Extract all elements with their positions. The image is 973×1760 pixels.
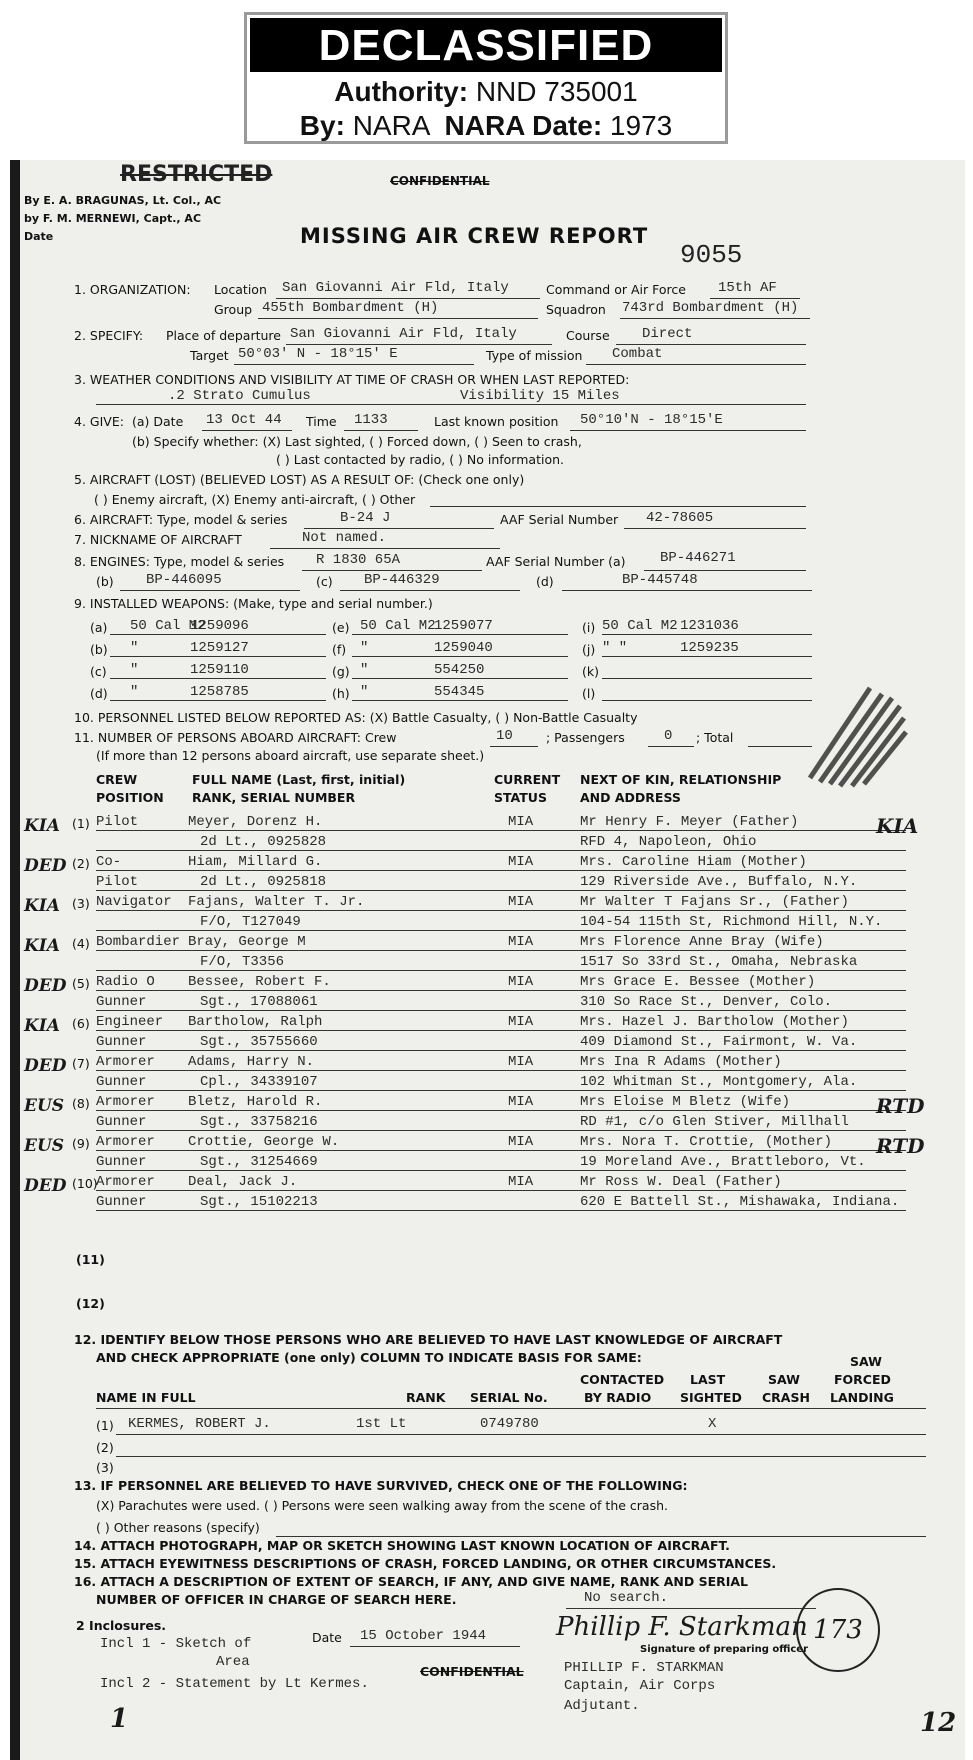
group-value: 455th Bombardment (H) [262,300,439,316]
status-col-header: STATUS [494,790,547,805]
crew-name: Hiam, Millard G. [188,854,323,870]
crew-position: Pilot [96,814,139,830]
stamp-title: DECLASSIFIED [250,18,722,72]
aircraft-serial: 42-78605 [646,510,714,526]
departure-label: Place of departure [166,328,281,343]
next-of-kin: Mrs Florence Anne Bray (Wife) [580,934,824,950]
weapon-serial: 554345 [434,684,485,700]
crew-number: (7) [72,1056,90,1071]
by-line-1: By E. A. BRAGUNAS, Lt. Col., AC [24,194,222,207]
name-col-header: FULL NAME (Last, first, initial) [192,772,406,787]
next-of-kin: Mrs Eloise M Bletz (Wife) [580,1094,791,1110]
by-radio-header: BY RADIO [584,1390,652,1405]
s2-label: 2. SPECIFY: [74,328,144,343]
crew-number: (5) [72,976,90,991]
status-annotation: EUS [24,1096,65,1116]
kin-address: 620 E Battell St., Mishawaka, Indiana. [580,1194,900,1210]
crew-name: Adams, Harry N. [188,1054,315,1070]
weapon-letter: (f) [332,642,347,657]
crew-position: Armorer [96,1174,155,1190]
officer-title: Adjutant. [564,1698,640,1714]
crew-status: MIA [508,1054,534,1070]
next-of-kin: Mrs. Hazel J. Bartholow (Mother) [580,1014,849,1030]
aircraft-serial-label: AAF Serial Number [500,512,619,527]
weapon-letter: (a) [90,620,108,635]
weapon-type: 50 Cal M2 [360,618,436,634]
weapon-letter: (d) [90,686,108,701]
status-annotation: KIA [24,1016,60,1036]
engine-serial-label: AAF Serial Number (a) [486,554,626,569]
next-of-kin: Mrs. Nora T. Crottie, (Mother) [580,1134,833,1150]
total-label: ; Total [696,730,734,745]
crew-position: Engineer [96,1014,164,1030]
status-annotation: DED [24,976,67,996]
s9-label: 9. INSTALLED WEAPONS: (Make, type and serial number.) [74,596,433,611]
weapon-serial: 1231036 [680,618,739,634]
target-label: Target [190,348,229,363]
s6-label: 6. AIRCRAFT: Type, model & series [74,512,288,527]
crew-rank: 2d Lt., 0925818 [200,874,327,890]
crew-position: Armorer [96,1134,155,1150]
command-label: Command or Air Force [546,282,686,297]
kin-address: 310 So Race St., Denver, Colo. [580,994,833,1010]
crew-rank: F/O, T3356 [200,954,285,970]
crew-name: Bessee, Robert F. [188,974,331,990]
crew-number: (8) [72,1096,90,1111]
crew-rank: Sgt., 15102213 [200,1194,318,1210]
crew-number: (3) [72,896,90,911]
s16-label: 16. ATTACH A DESCRIPTION OF EXTENT OF SEARCH, IF ANY, AND GIVE NAME, RANK AND SERIAL [74,1574,749,1589]
weapon-type: " [360,662,369,678]
next-of-kin: Mr Henry F. Meyer (Father) [580,814,799,830]
squadron-value: 743rd Bombardment (H) [622,300,799,316]
crew-name: Bray, George M [188,934,306,950]
s14-label: 14. ATTACH PHOTOGRAPH, MAP OR SKETCH SHOWING LAST KNOWN LOCATION OF AIRCRAFT. [74,1538,730,1553]
crew-name: Deal, Jack J. [188,1174,298,1190]
mission-label: Type of mission [486,348,583,363]
crew-status: MIA [508,854,534,870]
weapon-letter: (k) [582,664,599,679]
position-value: 50°10'N - 18°15'E [580,412,723,428]
saw-header: SAW [768,1372,800,1387]
crew-position-2: Gunner [96,1154,147,1170]
weapon-letter: (i) [582,620,596,635]
passengers-count: 0 [664,728,673,744]
witness-row-1: (1) [96,1418,114,1433]
report-date: 15 October 1944 [360,1628,487,1644]
weapon-letter: (c) [90,664,107,679]
weapon-letter: (b) [90,642,108,657]
next-of-kin: Mr Ross W. Deal (Father) [580,1174,782,1190]
date-label-top: Date [24,230,54,243]
crew-name: Bletz, Harold R. [188,1094,323,1110]
crew-position-2: Gunner [96,1074,147,1090]
aircraft-type: B-24 J [340,510,391,526]
position-label: Last known position [434,414,559,429]
s4-label: 4. GIVE: [74,414,124,429]
witness-rank-header: RANK [406,1390,446,1405]
kin-address: 104-54 115th St, Richmond Hill, N.Y. [580,914,883,930]
squadron-label: Squadron [546,302,606,317]
crew-status: MIA [508,1134,534,1150]
crew-position-2: Gunner [96,1194,147,1210]
visibility-value: Visibility 15 Miles [460,388,620,404]
forced-header: FORCED [834,1372,891,1387]
weapon-serial: 1259040 [434,640,493,656]
crew-number: (9) [72,1136,90,1151]
crew-position-2: Gunner [96,1114,147,1130]
crew-position: Co- [96,854,122,870]
ink-smudge [800,678,910,788]
crew-status: MIA [508,1174,534,1190]
engine-d-label: (d) [536,574,554,589]
engine-b-label: (b) [96,574,114,589]
margin-annotation: RTD [876,1134,925,1158]
circle-annotation: 173 [796,1588,880,1672]
inclosure-2: Incl 2 - Statement by Lt Kermes. [100,1676,369,1692]
status-annotation: DED [24,856,67,876]
crew-number: (10) [72,1176,98,1191]
crew-number: (6) [72,1016,90,1031]
command-value: 15th AF [718,280,777,296]
weapon-type: 50 Cal M2 [130,618,206,634]
report-document [10,160,965,1760]
crew-rank: Cpl., 34339107 [200,1074,318,1090]
kin-address: 1517 So 33rd St., Omaha, Nebraska [580,954,858,970]
witness-row-2: (2) [96,1440,114,1455]
crew-position: Armorer [96,1094,155,1110]
status-annotation: KIA [24,816,60,836]
crew-position: Armorer [96,1054,155,1070]
next-of-kin: Mrs Ina R Adams (Mother) [580,1054,782,1070]
location-value: San Giovanni Air Fld, Italy [282,280,509,296]
crew-rank: F/O, T127049 [200,914,301,930]
crew-rank: Sgt., 31254669 [200,1154,318,1170]
crew-position: Bombardier [96,934,181,950]
s3-label: 3. WEATHER CONDITIONS AND VISIBILITY AT TIME OF CRASH OR WHEN LAST REPORTED: [74,372,630,387]
report-number: 9055 [680,240,743,270]
mission-value: Combat [612,346,663,362]
crew-status: MIA [508,1094,534,1110]
current-col-header: CURRENT [494,772,561,787]
weapon-serial: 1259235 [680,640,739,656]
weather-value: .2 Strato Cumulus [168,388,311,404]
corner-mark: 1 [110,1704,129,1734]
status-annotation: KIA [24,896,60,916]
by-line-2: by F. M. MERNEWI, Capt., AC [24,212,202,225]
s5-options: ( ) Enemy aircraft, (X) Enemy anti-aircraft, ( ) Other [94,492,416,507]
engine-d: BP-445748 [622,572,698,588]
status-annotation: KIA [24,936,60,956]
crew-status: MIA [508,1014,534,1030]
time-value: 1133 [354,412,388,428]
inclosure-1: Incl 1 - Sketch of [100,1636,252,1652]
weapon-type: 50 Cal M2 [602,618,678,634]
witness-serial: 0749780 [480,1416,539,1432]
crash-header: CRASH [762,1390,810,1405]
crew-rank: Sgt., 33758216 [200,1114,318,1130]
margin-annotation: RTD [876,1094,925,1118]
s15-label: 15. ATTACH EYEWITNESS DESCRIPTIONS OF CRASH, FORCED LANDING, OR OTHER CIRCUMSTANCES. [74,1556,777,1571]
status-annotation: DED [24,1176,67,1196]
last-sighted-mark: X [708,1416,717,1432]
status-annotation: EUS [24,1136,65,1156]
crew-status: MIA [508,974,534,990]
confidential-top: CONFIDENTIAL [390,174,490,188]
weapon-letter: (e) [332,620,350,635]
crew-status: MIA [508,934,534,950]
crew-row-12: (12) [76,1296,105,1311]
address-col-header: AND ADDRESS [580,790,681,805]
weapon-type: " [130,640,139,656]
next-of-kin: Mrs Grace E. Bessee (Mother) [580,974,816,990]
search-value: No search. [584,1590,669,1606]
witness-row-3: (3) [96,1460,114,1475]
s16-label-2: NUMBER OF OFFICER IN CHARGE OF SEARCH HERE. [96,1592,457,1607]
crew-name: Crottie, George W. [188,1134,340,1150]
witness-rank: 1st Lt [356,1416,407,1432]
confidential-bottom: CONFIDENTIAL [420,1664,524,1679]
weapon-letter: (h) [332,686,350,701]
engine-a: BP-446271 [660,550,736,566]
kin-address: 19 Moreland Ave., Brattleboro, Vt. [580,1154,866,1170]
kin-address: 409 Diamond St., Fairmont, W. Va. [580,1034,858,1050]
crew-name: Meyer, Dorenz H. [188,814,323,830]
weapon-letter: (g) [332,664,350,679]
crew-row-11: (11) [76,1252,105,1267]
crew-name: Fajans, Walter T. Jr. [188,894,365,910]
specify-line-1: (b) Specify whether: (X) Last sighted, ( ) Forced down, ( ) Seen to crash, [132,434,582,449]
crew-status: MIA [508,814,534,830]
weapon-letter: (j) [582,642,596,657]
restricted-stamp: RESTRICTED [120,162,273,187]
s13-option-1: (X) Parachutes were used. ( ) Persons were seen walking away from the scene of the crash. [96,1498,669,1513]
last-header: LAST [690,1372,726,1387]
weapon-type: " " [602,640,628,656]
crew-name: Bartholow, Ralph [188,1014,323,1030]
crew-position-2: Pilot [96,874,139,890]
crew-rank: 2d Lt., 0925828 [200,834,327,850]
officer-rank: Captain, Air Corps [564,1678,716,1694]
s12-label: 12. IDENTIFY BELOW THOSE PERSONS WHO ARE BELIEVED TO HAVE LAST KNOWLEDGE OF AIRCRAFT [74,1332,783,1347]
s7-label: 7. NICKNAME OF AIRCRAFT [74,532,242,547]
weapon-letter: (l) [582,686,596,701]
s1-label: 1. ORGANIZATION: [74,282,191,297]
crew-rank: Sgt., 35755660 [200,1034,318,1050]
crew-status: MIA [508,894,534,910]
location-label: Location [214,282,267,297]
engine-b: BP-446095 [146,572,222,588]
crew-position: Navigator [96,894,172,910]
inclosure-1-area: Area [216,1654,250,1670]
weapon-type: " [130,684,139,700]
s12-label-2: AND CHECK APPROPRIATE (one only) COLUMN TO INDICATE BASIS FOR SAME: [96,1350,642,1365]
engine-c: BP-446329 [364,572,440,588]
course-label: Course [566,328,610,343]
report-date-label: Date [312,1630,342,1645]
weapon-serial: 1259096 [190,618,249,634]
time-label: Time [306,414,337,429]
course-value: Direct [642,326,693,342]
status-annotation: DED [24,1056,67,1076]
margin-annotation: KIA [876,814,919,838]
next-of-kin: Mrs. Caroline Hiam (Mother) [580,854,807,870]
kin-address: 102 Whitman St., Montgomery, Ala. [580,1074,858,1090]
crew-position-2: Gunner [96,994,147,1010]
landing-header: LANDING [830,1390,894,1405]
crew-number: (4) [72,936,90,951]
position-col-header: POSITION [96,790,164,805]
sighted-header: SIGHTED [680,1390,742,1405]
weapon-type: " [360,684,369,700]
engine-type: R 1830 65A [316,552,401,568]
kin-col-header: NEXT OF KIN, RELATIONSHIP [580,772,782,787]
target-value: 50°03' N - 18°15' E [238,346,398,362]
weapon-serial: 554250 [434,662,485,678]
kin-address: 129 Riverside Ave., Buffalo, N.Y. [580,874,858,890]
s5-label: 5. AIRCRAFT (LOST) (BELIEVED LOST) AS A RESULT OF: (Check one only) [74,472,525,487]
weapon-type: " [130,662,139,678]
next-of-kin: Mr Walter T Fajans Sr., (Father) [580,894,849,910]
crew-position-2: Gunner [96,1034,147,1050]
weapon-serial: 1258785 [190,684,249,700]
crew-col-header: CREW [96,772,138,787]
engine-c-label: (c) [316,574,333,589]
crew-position: Radio O [96,974,155,990]
s8-label: 8. ENGINES: Type, model & series [74,554,285,569]
departure-value: San Giovanni Air Fld, Italy [290,326,517,342]
specify-line-2: ( ) Last contacted by radio, ( ) No information. [276,452,564,467]
stamp-authority: Authority: NND 735001 [334,76,638,107]
weapon-serial: 1259077 [434,618,493,634]
page-number: 12 [920,1708,957,1738]
crew-count: 10 [496,728,513,744]
rank-col-header: RANK, SERIAL NUMBER [192,790,356,805]
s11-label: 11. NUMBER OF PERSONS ABOARD AIRCRAFT: Crew [74,730,397,745]
inclosures-label: 2 Inclosures. [76,1618,167,1633]
officer-signature: Phillip F. Starkman [556,1612,808,1642]
kin-address: RD #1, c/o Glen Stiver, Millhall [580,1114,849,1130]
nickname-value: Not named. [302,530,387,546]
crew-rank: Sgt., 17088061 [200,994,318,1010]
contacted-header: CONTACTED [580,1372,665,1387]
witness-serial-header: SERIAL No. [470,1390,548,1405]
kin-address: RFD 4, Napoleon, Ohio [580,834,757,850]
weapon-serial: 1259110 [190,662,249,678]
signature-label: Signature of preparing officer [640,1644,809,1655]
weapon-serial: 1259127 [190,640,249,656]
declassified-stamp [244,12,728,144]
saw2-header: SAW [850,1354,882,1369]
witness-name-header: NAME IN FULL [96,1390,196,1405]
officer-name: PHILLIP F. STARKMAN [564,1660,724,1676]
passengers-label: ; Passengers [546,730,625,745]
stamp-by: By: NARA NARA Date: 1973 [299,110,673,141]
witness-name: KERMES, ROBERT J. [128,1416,271,1432]
date-label: (a) Date [132,414,184,429]
s13-label: 13. IF PERSONNEL ARE BELIEVED TO HAVE SURVIVED, CHECK ONE OF THE FOLLOWING: [74,1478,688,1493]
date-value: 13 Oct 44 [206,412,282,428]
crew-number: (2) [72,856,90,871]
s11-note: (If more than 12 persons aboard aircraft, use separate sheet.) [96,748,485,763]
s13-option-2: ( ) Other reasons (specify) [96,1520,260,1535]
report-title: MISSING AIR CREW REPORT [300,224,649,248]
weapon-type: " [360,640,369,656]
s10-label: 10. PERSONNEL LISTED BELOW REPORTED AS: (X) Battle Casualty, ( ) Non-Battle Casualty [74,710,638,725]
group-label: Group [214,302,253,317]
crew-number: (1) [72,816,90,831]
